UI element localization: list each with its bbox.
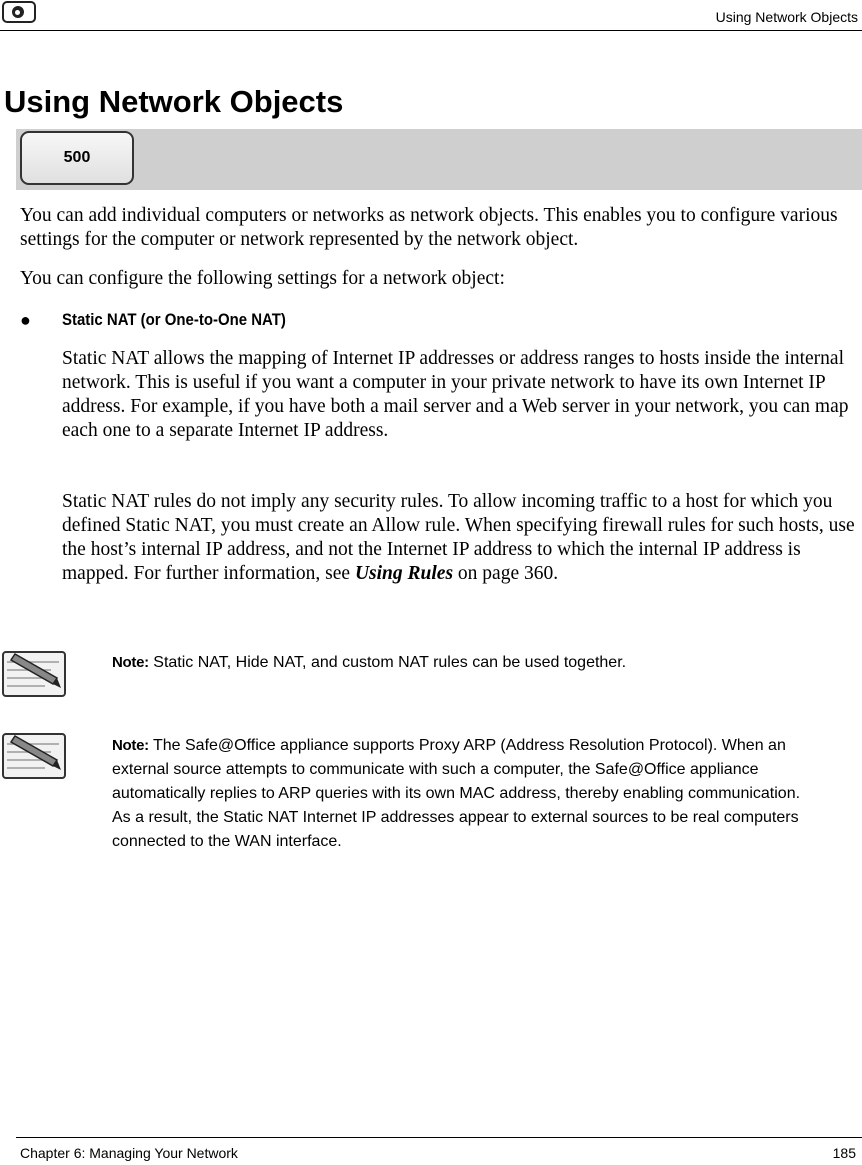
static-nat-paragraph-2 [62, 490, 856, 586]
note-2-label: Note: [112, 737, 149, 754]
static-nat-paragraph-1: Static NAT allows the mapping of Internet IP addresses or address ranges to hosts inside the internal network. This is useful if you want a computer in your private network to have its own Internet IP address. For example, if you have both a mail server and a Web server in your network, you can map each one to a separate Internet IP address. [62, 348, 849, 441]
static-nat-paragraph-2-tail: on page 360. [453, 563, 559, 584]
intro-paragraph-1: You can add individual computers or networks as network objects. This enables you to configure various settings for the computer or network represented by the network object. [20, 205, 838, 250]
bullet-icon: ● [20, 310, 31, 330]
note-pad-icon [1, 730, 69, 782]
note-1-label: Note: [112, 654, 149, 671]
note-1-text: Static NAT, Hide NAT, and custom NAT rules can be used together. [148, 654, 627, 671]
note-pad-icon [1, 648, 69, 700]
using-rules-link[interactable]: Using Rules [354, 563, 454, 584]
logo-icon [2, 1, 36, 23]
page-title: Using Network Objects [4, 84, 344, 119]
note-2 [112, 734, 812, 854]
footer-chapter: Chapter 6: Managing Your Network [20, 1145, 238, 1161]
header-divider [0, 30, 862, 31]
product-badge: 500 [20, 131, 134, 185]
product-applicability-bar [16, 129, 862, 190]
note-2-text: The Safe@Office appliance supports Proxy ARP (Address Resolution Protocol). When an external source attempts to communicate with such a computer, the Safe@Office appliance automatically replies to ARP queries with its own MAC address, thereby enabling communication. As a result, the Static NAT Internet IP addresses appear to external sources to be real computers connected to the WAN interface. [112, 737, 801, 850]
footer-divider [16, 1137, 862, 1138]
intro-paragraph-2: You can configure the following settings for a network object: [20, 268, 505, 289]
footer-page-number: 185 [832, 1145, 856, 1161]
bullet-heading: Static NAT (or One-to-One NAT) [62, 310, 286, 329]
static-nat-paragraph-2-text: Static NAT rules do not imply any security rules. To allow incoming traffic to a host for which you defined Static NAT, you must create an Allow rule. When specifying firewall rules for such hosts, use the host’s internal IP address, and not the Internet IP address to which the internal IP address is mapped. For further information, see [62, 491, 855, 584]
running-header-title: Using Network Objects [715, 9, 858, 25]
note-1 [112, 651, 812, 675]
